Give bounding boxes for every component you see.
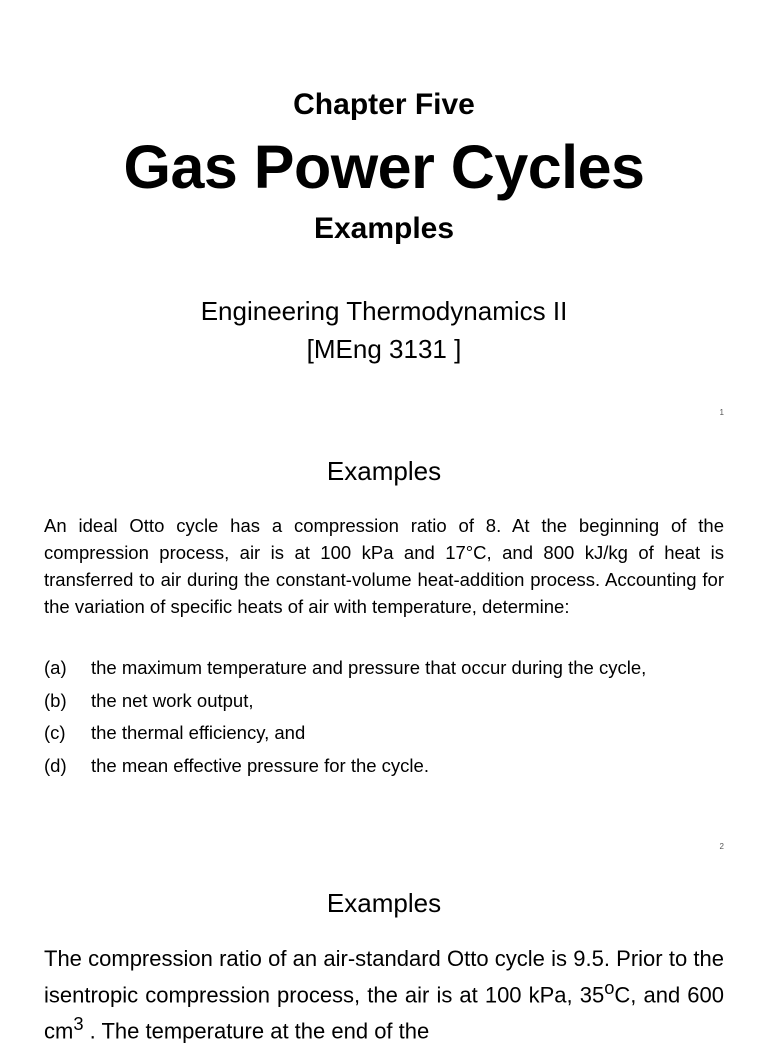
item-text: the maximum temperature and pressure that occur during the cycle,	[91, 657, 647, 678]
list-item	[44, 750, 724, 783]
item-tag: (a)	[44, 657, 67, 678]
chapter-label: Chapter Five	[293, 88, 475, 121]
page-title: Gas Power Cycles	[123, 133, 645, 201]
course-code: [MEng 3131 ]	[306, 334, 462, 364]
example-slide-2	[0, 864, 768, 1044]
list-item	[44, 652, 724, 685]
list-item	[44, 717, 724, 750]
superscript: 3	[73, 1013, 84, 1035]
problem-statement	[44, 944, 724, 1046]
slide-heading: Examples	[326, 888, 442, 918]
page-number: 1	[719, 408, 724, 417]
item-tag: (c)	[44, 722, 66, 743]
problem-text: C, and 600 cm	[44, 982, 724, 1044]
item-tag: (d)	[44, 754, 67, 776]
question-list	[44, 652, 724, 782]
item-text: the thermal efficiency, and	[91, 722, 306, 743]
slide-heading: Examples	[326, 456, 442, 486]
problem-text: The compression ratio of an air-standard Otto cycle is 9.5. Prior to the isentropic compression process, the air is at 100 kPa,	[44, 946, 724, 1008]
superscript: o	[604, 977, 615, 998]
course-name: Engineering Thermodynamics II	[200, 296, 568, 326]
problem-text: . The temperature at the end of the	[83, 1018, 430, 1044]
item-text: the net work output,	[91, 689, 254, 711]
subtitle: Examples	[313, 212, 455, 245]
item-text: the mean effective pressure for the cycle.	[91, 754, 429, 776]
title-slide	[0, 0, 768, 432]
page-number: 2	[719, 842, 724, 851]
problem-statement: An ideal Otto cycle has a compression ratio of 8. At the beginning of the compression process, air is at 100 kPa and 17°C, and 800 kJ/kg of heat is transferred to air during the constant-volume heat-addition process. Accounting for the variation of specific heats of air with temperature, determine:	[44, 515, 724, 617]
list-item	[44, 685, 724, 718]
example-slide-1	[0, 432, 768, 864]
problem-text: 35	[579, 982, 605, 1008]
item-tag: (b)	[44, 689, 67, 711]
